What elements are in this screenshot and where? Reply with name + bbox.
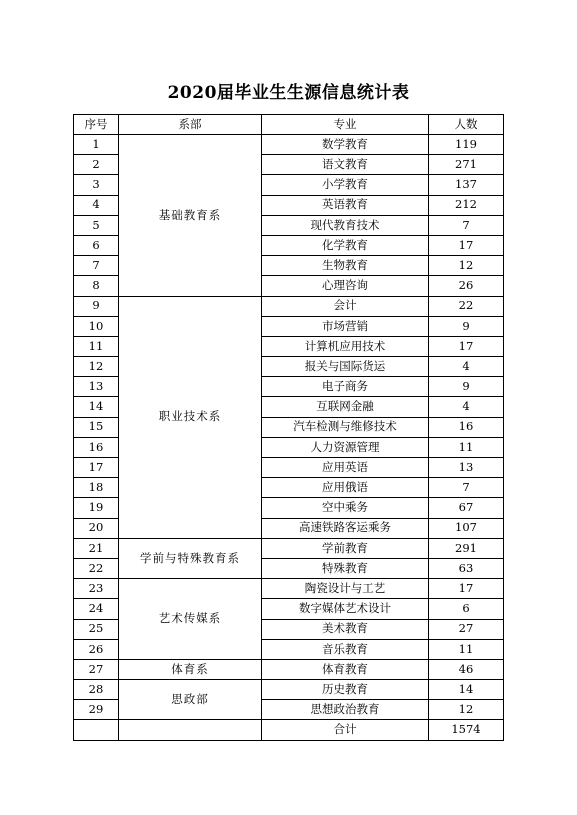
major-cell: 人力资源管理: [262, 437, 429, 457]
seq-cell: 16: [74, 437, 119, 457]
major-cell: 历史教育: [262, 680, 429, 700]
major-cell: 空中乘务: [262, 498, 429, 518]
count-cell: 291: [429, 538, 504, 558]
major-cell: 美术教育: [262, 619, 429, 639]
seq-cell: 2: [74, 155, 119, 175]
seq-cell: 26: [74, 639, 119, 659]
count-cell: 17: [429, 336, 504, 356]
count-cell: 107: [429, 518, 504, 538]
major-cell: 音乐教育: [262, 639, 429, 659]
table-body: [74, 135, 504, 720]
seq-cell: 7: [74, 256, 119, 276]
major-cell: 报关与国际货运: [262, 357, 429, 377]
seq-cell: 12: [74, 357, 119, 377]
seq-cell: 23: [74, 579, 119, 599]
major-cell: 现代教育技术: [262, 215, 429, 235]
department-cell: 基础教育系: [119, 135, 262, 297]
seq-cell: 4: [74, 195, 119, 215]
major-cell: 语文教育: [262, 155, 429, 175]
header-seq: 序号: [74, 115, 119, 135]
table-row: [74, 296, 504, 316]
major-cell: 体育教育: [262, 659, 429, 679]
seq-cell: 6: [74, 235, 119, 255]
total-seq-cell: [74, 720, 119, 740]
count-cell: 67: [429, 498, 504, 518]
count-cell: 63: [429, 558, 504, 578]
seq-cell: 20: [74, 518, 119, 538]
major-cell: 英语教育: [262, 195, 429, 215]
count-cell: 13: [429, 458, 504, 478]
count-cell: 271: [429, 155, 504, 175]
seq-cell: 3: [74, 175, 119, 195]
header-count: 人数: [429, 115, 504, 135]
count-cell: 4: [429, 397, 504, 417]
department-cell: 学前与特殊教育系: [119, 538, 262, 578]
seq-cell: 19: [74, 498, 119, 518]
major-cell: 汽车检测与维修技术: [262, 417, 429, 437]
major-cell: 高速铁路客运乘务: [262, 518, 429, 538]
count-cell: 12: [429, 256, 504, 276]
count-cell: 17: [429, 579, 504, 599]
major-cell: 数字媒体艺术设计: [262, 599, 429, 619]
count-cell: 16: [429, 417, 504, 437]
count-cell: 7: [429, 478, 504, 498]
count-cell: 22: [429, 296, 504, 316]
table-row: [74, 135, 504, 155]
major-cell: 化学教育: [262, 235, 429, 255]
table-row: [74, 579, 504, 599]
major-cell: 数学教育: [262, 135, 429, 155]
count-cell: 119: [429, 135, 504, 155]
count-cell: 4: [429, 357, 504, 377]
page-title: 2020届毕业生生源信息统计表: [167, 83, 410, 103]
seq-cell: 24: [74, 599, 119, 619]
seq-cell: 21: [74, 538, 119, 558]
count-cell: 11: [429, 437, 504, 457]
seq-cell: 25: [74, 619, 119, 639]
major-cell: 电子商务: [262, 377, 429, 397]
major-cell: 特殊教育: [262, 558, 429, 578]
seq-cell: 5: [74, 215, 119, 235]
major-cell: 思想政治教育: [262, 700, 429, 720]
major-cell: 心理咨询: [262, 276, 429, 296]
seq-cell: 1: [74, 135, 119, 155]
seq-cell: 18: [74, 478, 119, 498]
major-cell: 生物教育: [262, 256, 429, 276]
seq-cell: 8: [74, 276, 119, 296]
count-cell: 14: [429, 680, 504, 700]
seq-cell: 29: [74, 700, 119, 720]
total-count: 1574: [429, 720, 504, 740]
header-dept: 系部: [119, 115, 262, 135]
major-cell: 学前教育: [262, 538, 429, 558]
seq-cell: 13: [74, 377, 119, 397]
department-cell: 体育系: [119, 659, 262, 679]
department-cell: 思政部: [119, 680, 262, 720]
header-major: 专业: [262, 115, 429, 135]
count-cell: 27: [429, 619, 504, 639]
major-cell: 互联网金融: [262, 397, 429, 417]
total-row: [74, 720, 504, 740]
department-cell: 职业技术系: [119, 296, 262, 538]
table-row: [74, 680, 504, 700]
count-cell: 7: [429, 215, 504, 235]
seq-cell: 17: [74, 458, 119, 478]
count-cell: 12: [429, 700, 504, 720]
seq-cell: 22: [74, 558, 119, 578]
major-cell: 计算机应用技术: [262, 336, 429, 356]
statistics-table: [73, 114, 504, 741]
major-cell: 应用俄语: [262, 478, 429, 498]
count-cell: 9: [429, 377, 504, 397]
seq-cell: 10: [74, 316, 119, 336]
seq-cell: 28: [74, 680, 119, 700]
major-cell: 会计: [262, 296, 429, 316]
total-dept-cell: [119, 720, 262, 740]
major-cell: 应用英语: [262, 458, 429, 478]
table-header-row: [74, 115, 504, 135]
count-cell: 212: [429, 195, 504, 215]
seq-cell: 27: [74, 659, 119, 679]
seq-cell: 9: [74, 296, 119, 316]
count-cell: 137: [429, 175, 504, 195]
seq-cell: 14: [74, 397, 119, 417]
count-cell: 17: [429, 235, 504, 255]
count-cell: 46: [429, 659, 504, 679]
department-cell: 艺术传媒系: [119, 579, 262, 660]
count-cell: 26: [429, 276, 504, 296]
total-label: 合计: [262, 720, 429, 740]
major-cell: 陶瓷设计与工艺: [262, 579, 429, 599]
major-cell: 小学教育: [262, 175, 429, 195]
count-cell: 9: [429, 316, 504, 336]
seq-cell: 11: [74, 336, 119, 356]
seq-cell: 15: [74, 417, 119, 437]
count-cell: 11: [429, 639, 504, 659]
count-cell: 6: [429, 599, 504, 619]
table-row: [74, 538, 504, 558]
table-row: [74, 659, 504, 679]
major-cell: 市场营销: [262, 316, 429, 336]
